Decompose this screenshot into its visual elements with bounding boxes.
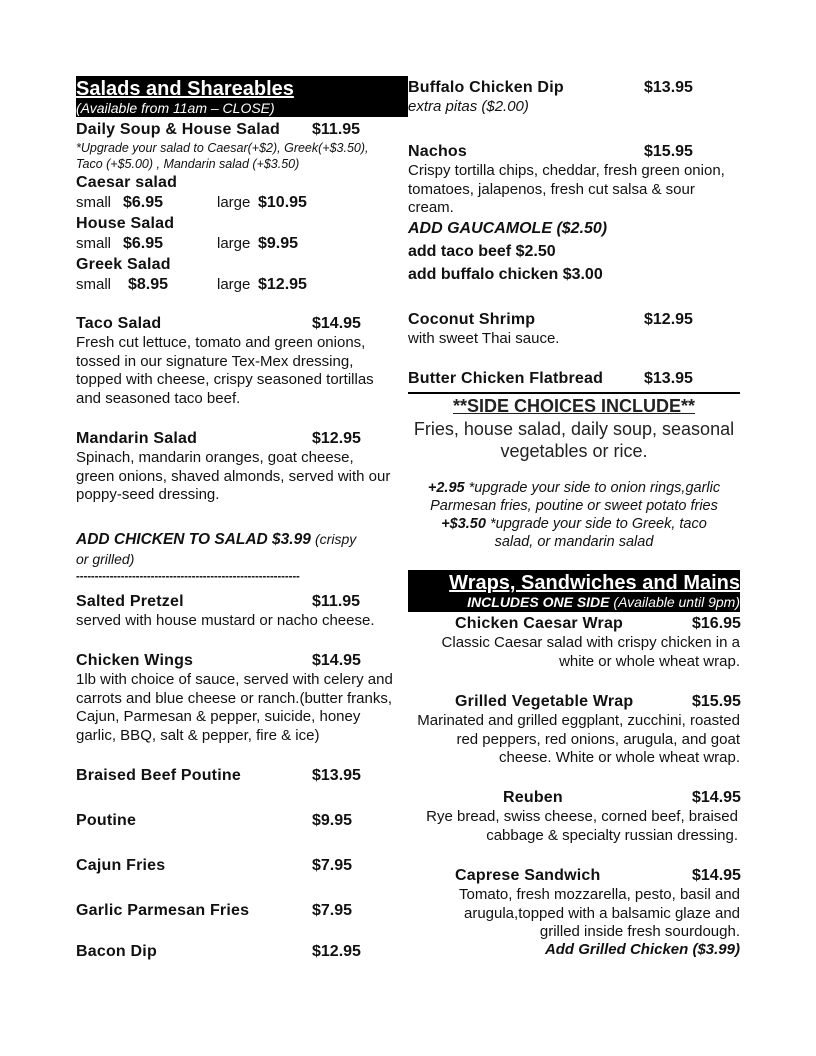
daily-soup-name: Daily Soup & House Salad bbox=[76, 121, 280, 138]
caesar-small-label: small bbox=[76, 194, 112, 211]
veg-wrap-desc: Marinated and grilled eggplant, zucchini, roasted red peppers, red onions, arugula, and goat cheese. White or whole wheat wrap. bbox=[417, 712, 740, 766]
greek-salad-name: Greek Salad bbox=[76, 256, 171, 273]
side-choices-body: Fries, house salad, daily soup, seasonal vegetables or rice. bbox=[413, 419, 735, 461]
reuben-price: $14.95 bbox=[692, 789, 741, 806]
bacon-dip-price: $12.95 bbox=[312, 943, 361, 960]
poutine-name: Poutine bbox=[76, 812, 137, 829]
coconut-shrimp-price: $12.95 bbox=[644, 311, 693, 328]
side-upgrade-1 bbox=[408, 479, 740, 515]
taco-salad-desc: Fresh cut lettuce, tomato and green onions, tossed in our signature Tex-Mex dressing, topped with cheese, crispy seasoned tortillas and seasoned taco beef. bbox=[76, 334, 374, 407]
wraps-header-includes: INCLUDES ONE SIDE bbox=[467, 594, 610, 610]
caesar-large-price: $10.95 bbox=[258, 194, 307, 211]
salads-header-title: Salads and Shareables bbox=[76, 78, 294, 100]
wraps-header bbox=[408, 570, 740, 612]
side-choices-title: **SIDE CHOICES INCLUDE** bbox=[452, 396, 696, 416]
greek-small-label: small bbox=[76, 276, 112, 293]
caprese-name: Caprese Sandwich bbox=[455, 867, 601, 884]
nachos-name: Nachos bbox=[408, 143, 467, 160]
caesar-large-label: large bbox=[217, 194, 251, 211]
beef-poutine-price: $13.95 bbox=[312, 767, 361, 784]
wings-desc: 1lb with choice of sauce, served with celery and carrots and blue cheese or ranch.(butter franks, Cajun, Parmesan & pepper, suicide, honey garlic, BBQ, salt & pepper, fire & ice) bbox=[76, 671, 393, 744]
pretzel-name: Salted Pretzel bbox=[76, 593, 184, 610]
greek-small-price: $8.95 bbox=[128, 276, 169, 293]
veg-wrap-price: $15.95 bbox=[692, 693, 741, 710]
poutine-price: $9.95 bbox=[312, 812, 353, 829]
mandarin-salad-price: $12.95 bbox=[312, 430, 361, 447]
house-small-price: $6.95 bbox=[123, 235, 164, 252]
taco-salad-price: $14.95 bbox=[312, 315, 361, 332]
caesar-small-price: $6.95 bbox=[123, 194, 164, 211]
coconut-shrimp-name: Coconut Shrimp bbox=[408, 311, 536, 328]
caprese-desc: Tomato, fresh mozzarella, pesto, basil and arugula,topped with a balsamic glaze and grilled inside fresh sourdough. bbox=[459, 886, 740, 940]
flatbread-name: Butter Chicken Flatbread bbox=[408, 370, 604, 387]
buffalo-dip-desc: extra pitas ($2.00) bbox=[408, 98, 529, 115]
section-divider: ------------------------------------------------------------ bbox=[76, 571, 300, 583]
nachos-desc: Crispy tortilla chips, cheddar, fresh green onion, tomatoes, jalapenos, fresh cut salsa & sour cream. bbox=[408, 162, 725, 216]
house-large-label: large bbox=[217, 235, 251, 252]
reuben-name: Reuben bbox=[503, 789, 563, 806]
pretzel-price: $11.95 bbox=[312, 593, 361, 610]
garlic-fries-price: $7.95 bbox=[312, 902, 353, 919]
salads-header bbox=[76, 76, 408, 117]
buffalo-dip-name: Buffalo Chicken Dip bbox=[408, 79, 564, 96]
wraps-header-availability: (Available until 9pm) bbox=[609, 594, 740, 610]
wraps-header-subtitle bbox=[467, 594, 740, 610]
nachos-add-taco-beef: add taco beef $2.50 bbox=[408, 243, 556, 260]
daily-soup-note-1: *Upgrade your salad to Caesar(+$2), Greek(+$3.50), bbox=[76, 141, 369, 155]
side-upgrade-1-text: *upgrade your side to onion rings,garlic Parmesan fries, poutine or sweet potato fries bbox=[430, 480, 721, 514]
side-upgrade-1-price: +2.95 bbox=[427, 480, 465, 496]
wings-price: $14.95 bbox=[312, 652, 361, 669]
daily-soup-note-2: Taco (+$5.00) , Mandarin salad (+$3.50) bbox=[76, 157, 300, 171]
mandarin-salad-desc: Spinach, mandarin oranges, goat cheese, green onions, shaved almonds, served with our poppy-seed dressing. bbox=[76, 449, 391, 503]
buffalo-dip-price: $13.95 bbox=[644, 79, 693, 96]
nachos-price: $15.95 bbox=[644, 143, 693, 160]
flatbread-price: $13.95 bbox=[644, 370, 693, 387]
caesar-wrap-name: Chicken Caesar Wrap bbox=[455, 615, 624, 632]
wraps-header-title: Wraps, Sandwiches and Mains bbox=[449, 572, 740, 594]
caprese-add-chicken: Add Grilled Chicken ($3.99) bbox=[544, 941, 740, 958]
cajun-fries-price: $7.95 bbox=[312, 857, 353, 874]
reuben-desc: Rye bread, swiss cheese, corned beef, braised cabbage & specialty russian dressing. bbox=[426, 808, 738, 844]
house-salad-name: House Salad bbox=[76, 215, 175, 232]
greek-large-label: large bbox=[217, 276, 251, 293]
add-chicken-rest-2: or grilled) bbox=[76, 550, 135, 567]
coconut-shrimp-desc: with sweet Thai sauce. bbox=[408, 330, 560, 347]
side-choices-box bbox=[408, 396, 740, 551]
cajun-fries-name: Cajun Fries bbox=[76, 857, 166, 874]
house-large-price: $9.95 bbox=[258, 235, 299, 252]
caesar-wrap-price: $16.95 bbox=[692, 615, 741, 632]
taco-salad-name: Taco Salad bbox=[76, 315, 162, 332]
add-chicken-rest-1: (crispy bbox=[315, 531, 357, 547]
caesar-salad-name: Caesar salad bbox=[76, 174, 178, 191]
bacon-dip-name: Bacon Dip bbox=[76, 943, 157, 960]
nachos-add-guacamole: ADD GAUCAMOLE ($2.50) bbox=[408, 220, 608, 237]
side-upgrade-2-price: +$3.50 bbox=[441, 516, 486, 532]
daily-soup-price: $11.95 bbox=[312, 121, 361, 138]
sides-divider-line bbox=[408, 392, 740, 394]
caesar-wrap-desc: Classic Caesar salad with crispy chicken in a white or whole wheat wrap. bbox=[441, 634, 740, 670]
pretzel-desc: served with house mustard or nacho cheese. bbox=[76, 612, 375, 629]
wings-name: Chicken Wings bbox=[76, 652, 194, 669]
greek-large-price: $12.95 bbox=[258, 276, 307, 293]
caprese-price: $14.95 bbox=[692, 867, 741, 884]
mandarin-salad-name: Mandarin Salad bbox=[76, 430, 198, 447]
veg-wrap-name: Grilled Vegetable Wrap bbox=[455, 693, 634, 710]
nachos-add-buffalo-chicken: add buffalo chicken $3.00 bbox=[408, 266, 603, 283]
beef-poutine-name: Braised Beef Poutine bbox=[76, 767, 241, 784]
add-chicken-bold: ADD CHICKEN TO SALAD $3.99 bbox=[76, 531, 311, 548]
house-small-label: small bbox=[76, 235, 112, 252]
side-upgrade-2-text: *upgrade your side to Greek, taco salad, or mandarin salad bbox=[485, 516, 707, 550]
add-chicken-note bbox=[76, 530, 406, 569]
garlic-fries-name: Garlic Parmesan Fries bbox=[76, 902, 250, 919]
salads-header-subtitle: (Available from 11am – CLOSE) bbox=[76, 100, 275, 116]
side-upgrade-2 bbox=[408, 515, 740, 551]
